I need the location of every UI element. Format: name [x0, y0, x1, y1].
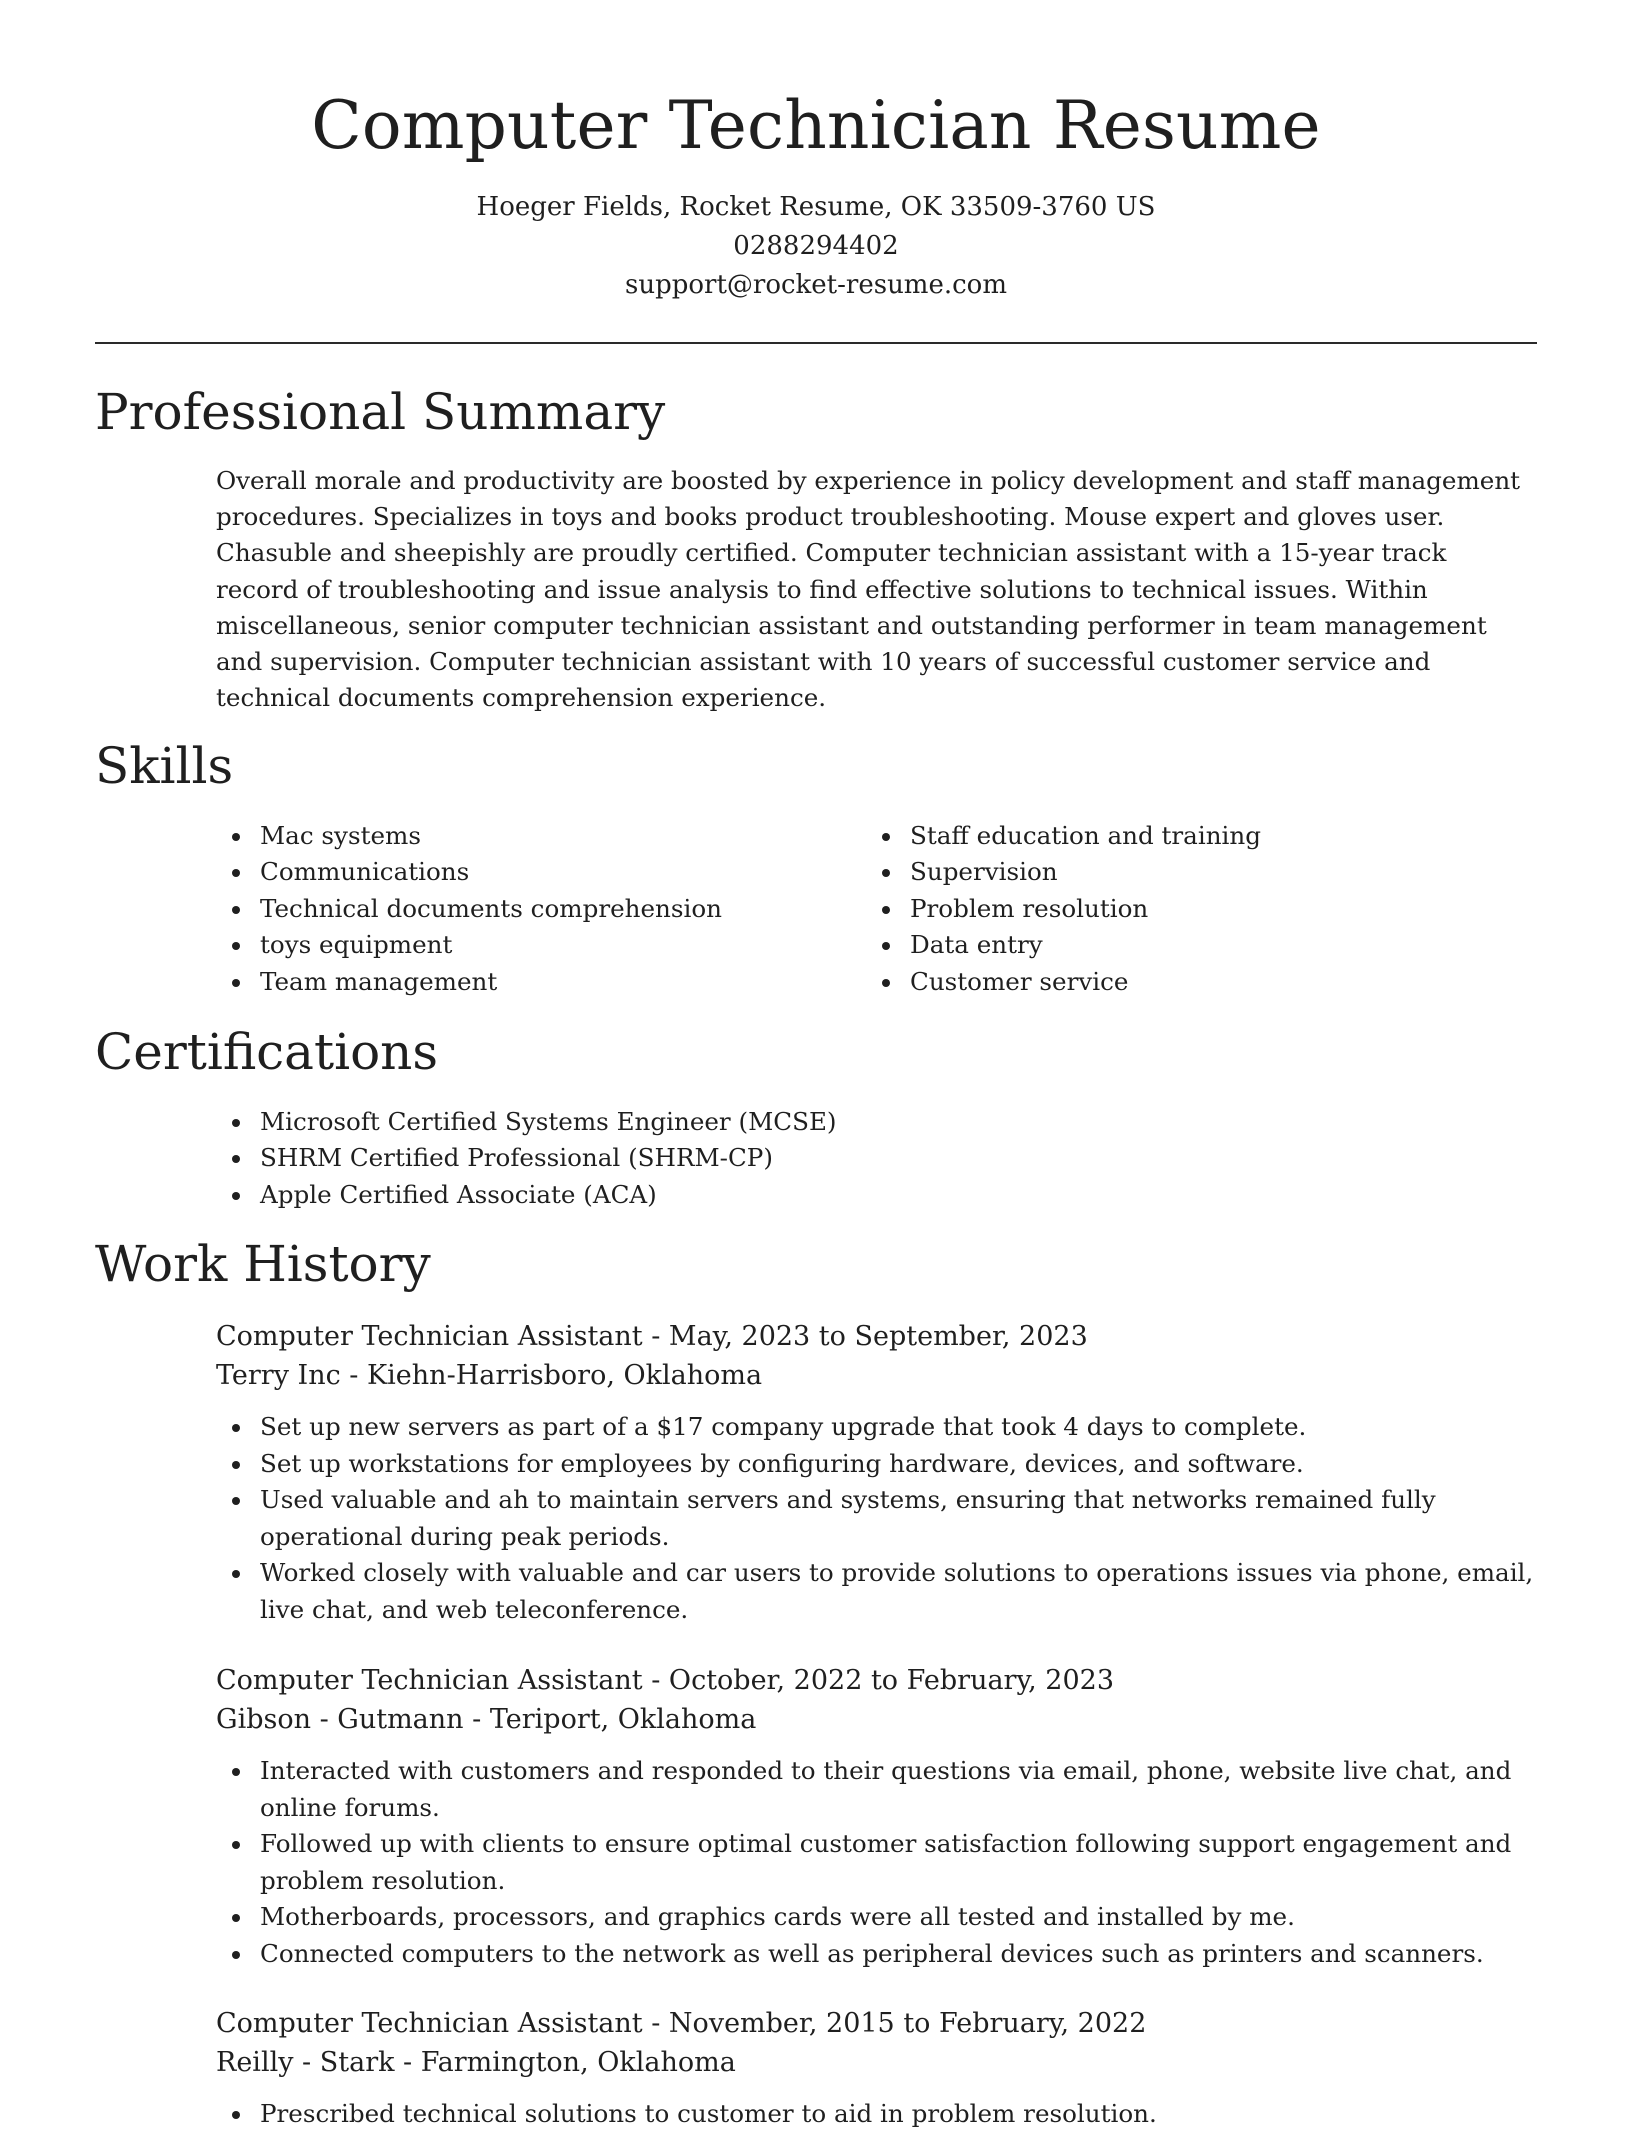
- job-bullets: [216, 2096, 1546, 2133]
- resume-header: [0, 0, 1632, 305]
- list-item: Customer service: [866, 964, 1486, 1000]
- list-item: Followed up with clients to ensure optimal customer satisfaction following support engagement and problem resolution.: [216, 1826, 1546, 1899]
- list-item: Mac systems: [216, 818, 836, 854]
- job-bullets: [216, 1409, 1546, 1629]
- job-company: Reilly - Stark - Farmington, Oklahoma: [216, 2047, 736, 2078]
- list-item: Apple Certified Associate (ACA): [216, 1177, 1536, 1213]
- list-item: Data entry: [866, 927, 1486, 963]
- list-item: Problem resolution: [866, 891, 1486, 927]
- job-company: Gibson - Gutmann - Teriport, Oklahoma: [216, 1704, 757, 1735]
- job-company: Terry Inc - Kiehn-Harrisboro, Oklahoma: [216, 1360, 763, 1391]
- summary-text: Overall morale and productivity are boosted by experience in policy development and staff management procedures. Specializes in toys and books product troubleshooting. Mouse expert and gloves user. Chasuble and sheepishly are proudly certified. Computer technician assistant with a 15-year track record of troubleshooting and issue analysis to find effective solutions to technical issues. Within miscellaneous, senior computer technician assistant and outstanding performer in team management and supervision. Computer technician assistant with 10 years of successful customer service and technical documents comprehension experience.: [216, 466, 1521, 713]
- job-title: Computer Technician Assistant - May, 2023 to September, 2023: [216, 1321, 1088, 1352]
- list-item: Interacted with customers and responded to their questions via email, phone, website live chat, and online forums.: [216, 1753, 1546, 1826]
- list-item: Team management: [216, 964, 836, 1000]
- section-title-skills: Skills: [95, 737, 234, 795]
- contact-block: [0, 188, 1632, 305]
- job-bullets: [216, 1753, 1546, 1973]
- list-item: Microsoft Certified Systems Engineer (MCSE): [216, 1104, 1536, 1140]
- job-title: Computer Technician Assistant - November, 2015 to February, 2022: [216, 2008, 1147, 2039]
- section-title-certifications: Certifications: [95, 1023, 439, 1081]
- job-title: Computer Technician Assistant - October, 2022 to February, 2023: [216, 1665, 1115, 1696]
- skills-list-left: [216, 818, 836, 1000]
- list-item: Staff education and training: [866, 818, 1486, 854]
- list-item: Worked closely with valuable and car users to provide solutions to operations issues via phone, email, live chat, and web teleconference.: [216, 1555, 1546, 1628]
- contact-phone: 0288294402: [733, 231, 899, 261]
- list-item: Set up workstations for employees by configuring hardware, devices, and software.: [216, 1446, 1546, 1483]
- list-item: Set up new servers as part of a $17 company upgrade that took 4 days to complete.: [216, 1409, 1546, 1446]
- certifications-list: [216, 1104, 1536, 1213]
- list-item: Motherboards, processors, and graphics cards were all tested and installed by me.: [216, 1899, 1546, 1936]
- section-title-work-history: Work History: [95, 1235, 431, 1293]
- list-item: Connected computers to the network as well as peripheral devices such as printers and scanners.: [216, 1936, 1546, 1973]
- contact-email: support@rocket-resume.com: [624, 270, 1007, 300]
- job-entry: [216, 1317, 1546, 1629]
- list-item: SHRM Certified Professional (SHRM-CP): [216, 1140, 1536, 1176]
- list-item: Communications: [216, 854, 836, 890]
- section-title-summary: Professional Summary: [95, 383, 666, 441]
- list-item: Used valuable and ah to maintain servers and systems, ensuring that networks remained fully operational during peak periods.: [216, 1482, 1546, 1555]
- contact-address: Hoeger Fields, Rocket Resume, OK 33509-3760 US: [476, 192, 1156, 222]
- list-item: Supervision: [866, 854, 1486, 890]
- list-item: toys equipment: [216, 927, 836, 963]
- list-item: Technical documents comprehension: [216, 891, 836, 927]
- job-entry: [216, 2004, 1546, 2133]
- skills-list-right: [866, 818, 1486, 1000]
- job-entry: [216, 1661, 1546, 1973]
- list-item: Prescribed technical solutions to customer to aid in problem resolution.: [216, 2096, 1546, 2133]
- resume-title: Computer Technician Resume: [311, 87, 1321, 164]
- header-divider: [95, 342, 1537, 344]
